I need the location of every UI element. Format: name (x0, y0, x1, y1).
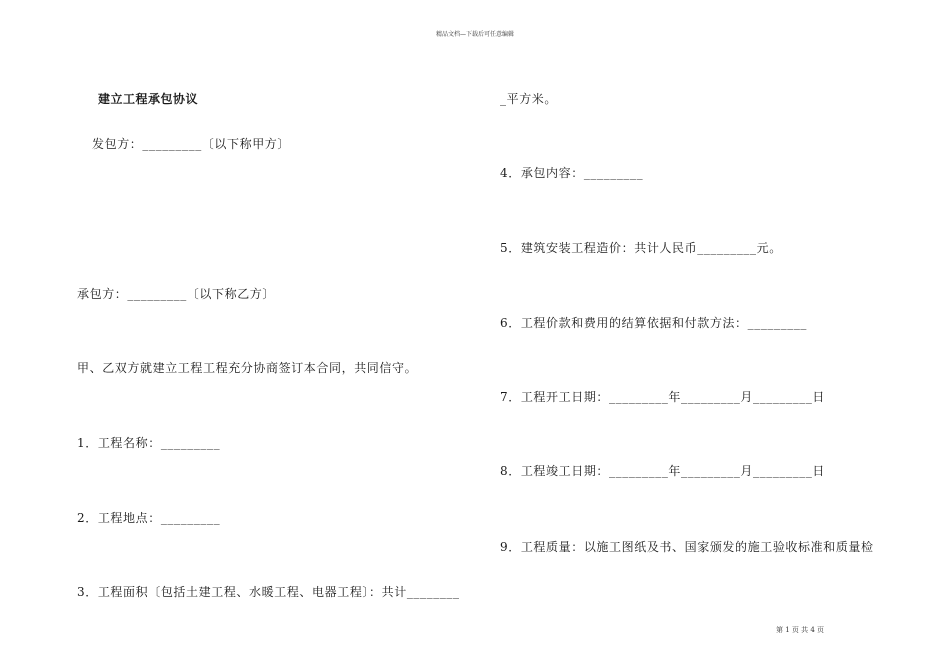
item-completion-date: 8．工程竣工日期：_________年_________月_________日 (500, 464, 826, 478)
item-construction-cost: 5．建筑安装工程造价：共计人民币_________元。 (500, 241, 782, 255)
item-project-name: 1．工程名称：_________ (77, 436, 221, 450)
page-header: 精品文档—下载后可任意编辑 (435, 31, 514, 38)
party-a-line: 发包方：_________〔以下称甲方〕 (92, 137, 291, 151)
intro-paragraph: 甲、乙双方就建立工程工程充分协商签订本合同，共同信守。 (77, 361, 418, 375)
item-payment-method: 6．工程价款和费用的结算依据和付款方法：_________ (500, 316, 808, 330)
item-contract-scope: 4．承包内容：_________ (500, 166, 644, 180)
party-b-line: 承包方：_________〔以下称乙方〕 (77, 287, 276, 301)
document-title: 建立工程承包协议 (98, 92, 199, 106)
item-start-date: 7．工程开工日期：_________年_________月_________日 (500, 390, 826, 404)
item-quality-standard: 9．工程质量：以施工图纸及书、国家颁发的施工验收标准和质量检 (500, 540, 874, 554)
page-number: 第 1 页 共 4 页 (776, 626, 825, 634)
area-unit-continuation: _平方米。 (500, 92, 558, 106)
item-project-location: 2．工程地点：_________ (77, 511, 221, 525)
item-project-area: 3．工程面积〔包括土建工程、水暖工程、电器工程〕：共计________ (77, 585, 460, 599)
